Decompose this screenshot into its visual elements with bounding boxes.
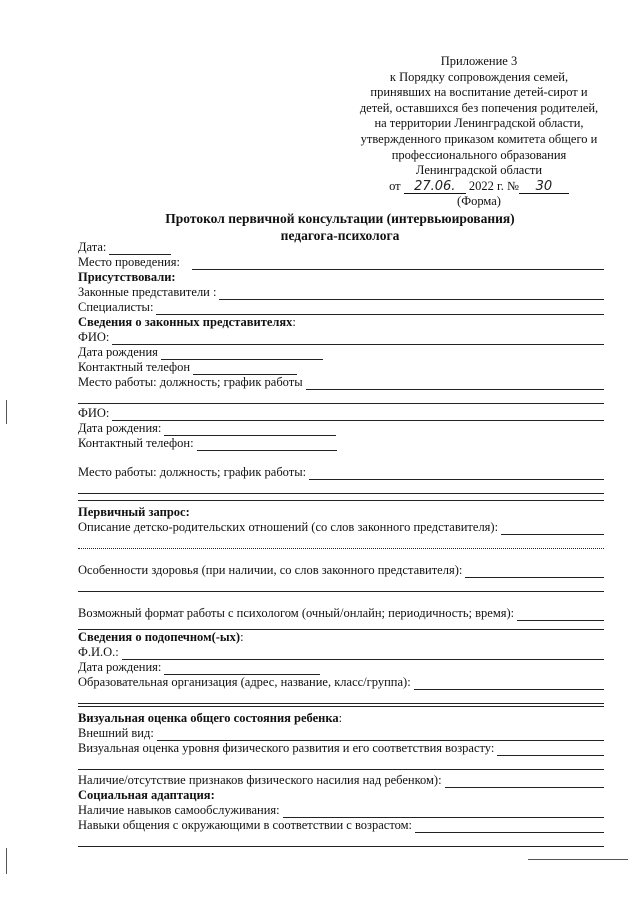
work2-field[interactable] (309, 469, 604, 480)
about-ward-heading: Сведения о подопечном(-ых) (78, 630, 241, 644)
health-field[interactable] (465, 567, 604, 578)
present-heading: Присутствовали: (78, 270, 176, 284)
violence-row (78, 773, 604, 788)
scan-artifact (6, 400, 7, 424)
about-ward-colon: : (240, 630, 244, 644)
social-heading: Социальная адаптация: (78, 788, 215, 802)
form-label: (Форма) (457, 194, 501, 209)
phone2-row (78, 436, 604, 451)
spacer (78, 592, 604, 606)
self-care-row (78, 803, 604, 818)
work2-continuation-line[interactable] (78, 480, 604, 494)
section-divider (78, 494, 604, 501)
appendix-line: принявших на воспитание детей-сирот и (370, 85, 588, 100)
self-care-label: Наличие навыков самообслуживания: (78, 803, 280, 817)
birth-date3-row (78, 660, 604, 675)
order-date-line (340, 179, 618, 195)
fio3-row (78, 645, 604, 660)
fio2-row (78, 406, 604, 421)
communication-row (78, 818, 604, 833)
format-field[interactable] (517, 610, 604, 621)
violence-label: Наличие/отсутствие признаков физического насилия над ребенком): (78, 773, 442, 787)
specialists-row (78, 300, 604, 315)
birth-date2-row (78, 421, 604, 436)
fio3-label: Ф.И.О.: (78, 645, 119, 659)
legal-reps-row (78, 285, 604, 300)
appendix-line: Ленинградской области (415, 163, 543, 178)
relations-row (78, 520, 604, 535)
date-year: 2022 г. № (468, 178, 519, 193)
visual-assessment-heading: Визуальная оценка общего состояния ребенка (78, 711, 339, 725)
place-label: Место проведения: (78, 255, 180, 269)
birth-date2-field[interactable] (164, 425, 336, 436)
present-row (78, 270, 604, 285)
physical-field[interactable] (497, 745, 604, 756)
physical-continuation-line[interactable] (78, 756, 604, 770)
work2-row (78, 465, 604, 480)
communication-continuation-line[interactable] (78, 833, 604, 847)
edu-org-row (78, 675, 604, 690)
date-label: Дата: (78, 240, 107, 254)
place-row (78, 255, 604, 270)
phone2-field[interactable] (197, 440, 337, 451)
relations-continuation-line[interactable] (78, 535, 604, 549)
appearance-row (78, 726, 604, 741)
fio3-field[interactable] (122, 649, 604, 660)
phone-row (78, 360, 604, 375)
specialists-label: Специалисты: (78, 300, 154, 314)
visual-assessment-row (78, 711, 604, 726)
legal-reps-label: Законные представители : (78, 285, 217, 299)
page-title (80, 210, 600, 244)
place-field[interactable] (192, 259, 604, 270)
date-prefix: от (389, 178, 401, 193)
specialists-field[interactable] (156, 304, 604, 315)
fio2-field[interactable] (112, 410, 604, 421)
spacer (78, 549, 604, 563)
format-continuation-line[interactable] (78, 621, 604, 630)
birth-date2-label: Дата рождения: (78, 421, 162, 435)
scan-artifact (6, 848, 7, 874)
scan-artifact (528, 859, 628, 860)
protocol-form (78, 240, 604, 847)
edu-org-field[interactable] (414, 679, 604, 690)
about-ward-row (78, 630, 604, 645)
work-continuation-line[interactable] (78, 390, 604, 404)
format-row (78, 606, 604, 621)
communication-field[interactable] (415, 822, 604, 833)
phone-field[interactable] (193, 364, 297, 375)
appendix-line: профессионального образования (391, 147, 567, 162)
appendix-header (340, 54, 618, 210)
appendix-line: к Порядку сопровождения семей, (389, 69, 569, 84)
edu-org-label: Образовательная организация (адрес, название, класс/группа): (78, 675, 411, 689)
violence-field[interactable] (445, 777, 604, 788)
work-field[interactable] (306, 379, 604, 390)
relations-field[interactable] (501, 524, 604, 535)
fio-row (78, 330, 604, 345)
work-label: Место работы: должность; график работы (78, 375, 303, 389)
communication-label: Навыки общения с окружающими в соответствии с возрастом: (78, 818, 413, 832)
edu-org-continuation-line[interactable] (78, 690, 604, 704)
health-row (78, 563, 604, 578)
handwritten-date: 27.06. (404, 181, 466, 194)
title-line-2: педагога-психолога (280, 228, 400, 243)
format-label: Возможный формат работы с психологом (очный/онлайн; периодичность; время): (78, 606, 515, 620)
about-reps-row (78, 315, 604, 330)
visual-assessment-colon: : (338, 711, 343, 725)
phone-label: Контактный телефон (78, 360, 191, 374)
appendix-line: утвержденного приказом комитета общего и (360, 131, 598, 146)
physical-row (78, 741, 604, 756)
work-row (78, 375, 604, 390)
fio-label: ФИО: (78, 330, 110, 344)
health-label: Особенности здоровья (при наличии, со слов законного представителя): (78, 563, 463, 577)
date-row (78, 240, 604, 255)
legal-reps-field[interactable] (219, 289, 604, 300)
appendix-line: Приложение 3 (440, 54, 518, 68)
primary-request-row (78, 505, 604, 520)
birth-date-row (78, 345, 604, 360)
about-reps-heading: Сведения о законных представителях (78, 315, 293, 329)
spacer (78, 451, 604, 465)
relations-label: Описание детско-родительских отношений (со слов законного представителя): (78, 520, 499, 534)
birth-date-label: Дата рождения (78, 345, 158, 359)
appearance-field[interactable] (157, 730, 604, 741)
title-line-1: Протокол первичной консультации (интервьюирования) (165, 211, 515, 226)
social-row (78, 788, 604, 803)
date-field[interactable] (109, 244, 171, 255)
appendix-line: на территории Ленинградской области, (374, 116, 584, 131)
handwritten-number: 30 (519, 181, 569, 194)
section-divider (78, 704, 604, 707)
birth-date3-label: Дата рождения: (78, 660, 162, 674)
phone2-label: Контактный телефон: (78, 436, 194, 450)
primary-request-heading: Первичный запрос: (78, 505, 190, 519)
physical-label: Визуальная оценка уровня физического развития и его соответствия возрасту: (78, 741, 495, 755)
fio-field[interactable] (112, 334, 604, 345)
appendix-line: детей, оставшихся без попечения родителей, (359, 100, 599, 115)
work2-label: Место работы: должность; график работы: (78, 465, 307, 479)
self-care-field[interactable] (283, 807, 604, 818)
fio2-label: ФИО: (78, 406, 110, 420)
appearance-label: Внешний вид: (78, 726, 154, 740)
birth-date-field[interactable] (161, 349, 323, 360)
health-continuation-line[interactable] (78, 578, 604, 592)
about-reps-colon: : (292, 315, 296, 329)
birth-date3-field[interactable] (164, 664, 320, 675)
